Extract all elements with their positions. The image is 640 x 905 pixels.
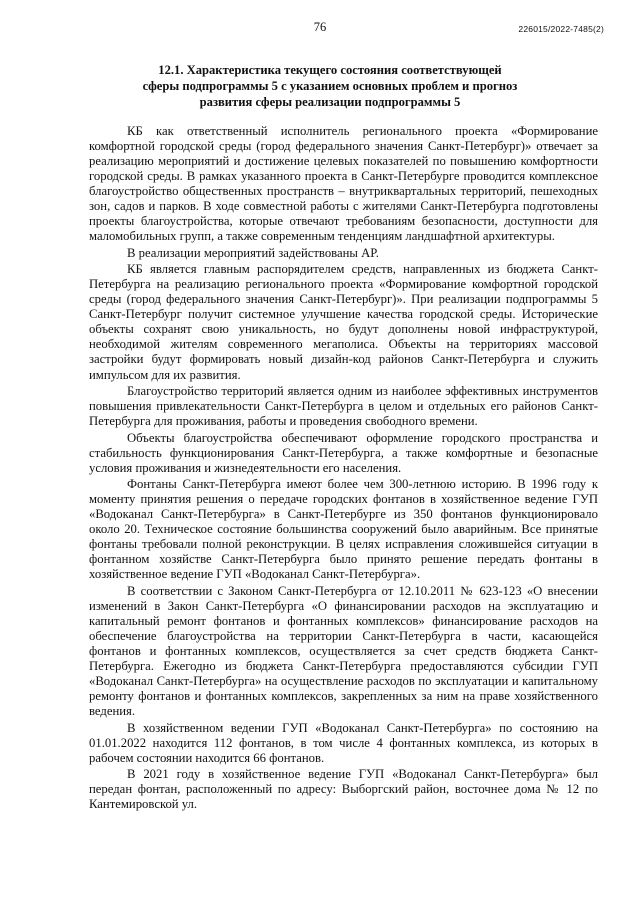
paragraph-3: КБ является главным распорядителем средств, направленных из бюджета Санкт-Петербурга на реализацию регионального проекта «Формирование комфортной городской среды (город федерального значения Санкт-Петербург)». При реализации подпрограммы 5 Санкт-Петербург получит системное улучшение качества городской среды. Исторические объекты сохранят свою уникальность, но будут дополнены новой инфраструктурой, необходимой жителям современного мегаполиса. Объекты на территориях массовой застройки будут формировать новый дизайн-код районов Санкт-Петербурга и служить импульсом для их развития. — [89, 262, 598, 382]
section-heading-line-1: 12.1. Характеристика текущего состояния соответствующей — [158, 63, 502, 77]
paragraph-7: В соответствии с Законом Санкт-Петербурга от 12.10.2011 № 623-123 «О внесении изменений в Закон Санкт-Петербурга «О финансировании расходов на эксплуатацию и капитальный ремонт фонтанов и фонтанных комплексов» финансирование расходов на обеспечение благоустройства на территории Санкт-Петербурга в части, касающейся фонтанов и фонтанных комплексов, осуществляется за счет средств бюджета Санкт-Петербурга. Ежегодно из бюджета Санкт-Петербурга предоставляются субсидии ГУП «Водоканал Санкт-Петербурга» на осуществление расходов по эксплуатации и капитальному ремонту фонтанов и фонтанных комплексов, закрепленных за ним на праве хозяйственного ведения. — [89, 583, 598, 719]
section-heading-line-3: развития сферы реализации подпрограммы 5 — [199, 95, 461, 109]
paragraph-5: Объекты благоустройства обеспечивают оформление городского пространства и стабильность функционирования Санкт-Петербурга, а также комфортные и безопасные условия проживания и жизнедеятельности его населения. — [89, 430, 598, 475]
paragraph-4: Благоустройство территорий является одним из наиболее эффективных инструментов повышения привлекательности Санкт-Петербурга в целом и отдельных его районов Санкт-Петербурга для проживания, работы и проведения свободного времени. — [89, 383, 598, 429]
paragraph-2: В реализации мероприятий задействованы АР. — [127, 245, 379, 260]
page-number: 76 — [313, 20, 327, 34]
paragraph-9: В 2021 году в хозяйственное ведение ГУП «Водоканал Санкт-Петербурга» был передан фонтан, расположенный по адресу: Выборгский район, восточнее дома № 12 по Кантемировской ул. — [89, 767, 598, 812]
paragraph-6: Фонтаны Санкт-Петербурга имеют более чем 300-летнюю историю. В 1996 году к моменту принятия решения о передаче городских фонтанов в хозяйственное ведение ГУП «Водоканал Санкт-Петербурга» в Санкт-Петербурге из 350 фонтанов функционировало около 20. Техническое состояние большинства сооружений было аварийным. Все принятые фонтаны требовали полной реконструкции. В целях исправления сложившейся ситуации в фонтанном хозяйстве Санкт-Петербурга было принято решение передать фонтаны в хозяйственное ведение ГУП «Водоканал Санкт-Петербурга». — [89, 477, 598, 582]
paragraph-1: КБ как ответственный исполнитель регионального проекта «Формирование комфортной городской среды (город федерального значения Санкт-Петербург)» отвечает за реализацию мероприятий и достижение целевых показателей по повышению комфортности городской среды. В рамках указанного проекта в Санкт-Петербурге проводится комплексное благоустройство общественных пространств – внутриквартальных территорий, пешеходных зон, садов и парков. В ходе совместной работы с жителями Санкт-Петербурга подготовлены проекты благоустройства, которые отвечают требованиям безопасности, доступности для маломобильных групп, а также современным тенденциям ландшафтной архитектуры. — [89, 124, 598, 244]
paragraph-8: В хозяйственном ведении ГУП «Водоканал Санкт-Петербурга» по состоянию на 01.01.2022 находится 112 фонтанов, в том числе 4 фонтанных комплекса, из которых в рабочем состоянии находится 66 фонтанов. — [89, 720, 598, 765]
document-code: 226015/2022-7485(2) — [518, 24, 604, 34]
section-heading-line-2: сферы подпрограммы 5 с указанием основных проблем и прогноз — [142, 79, 518, 93]
body-text — [89, 124, 598, 814]
section-heading — [140, 62, 520, 110]
